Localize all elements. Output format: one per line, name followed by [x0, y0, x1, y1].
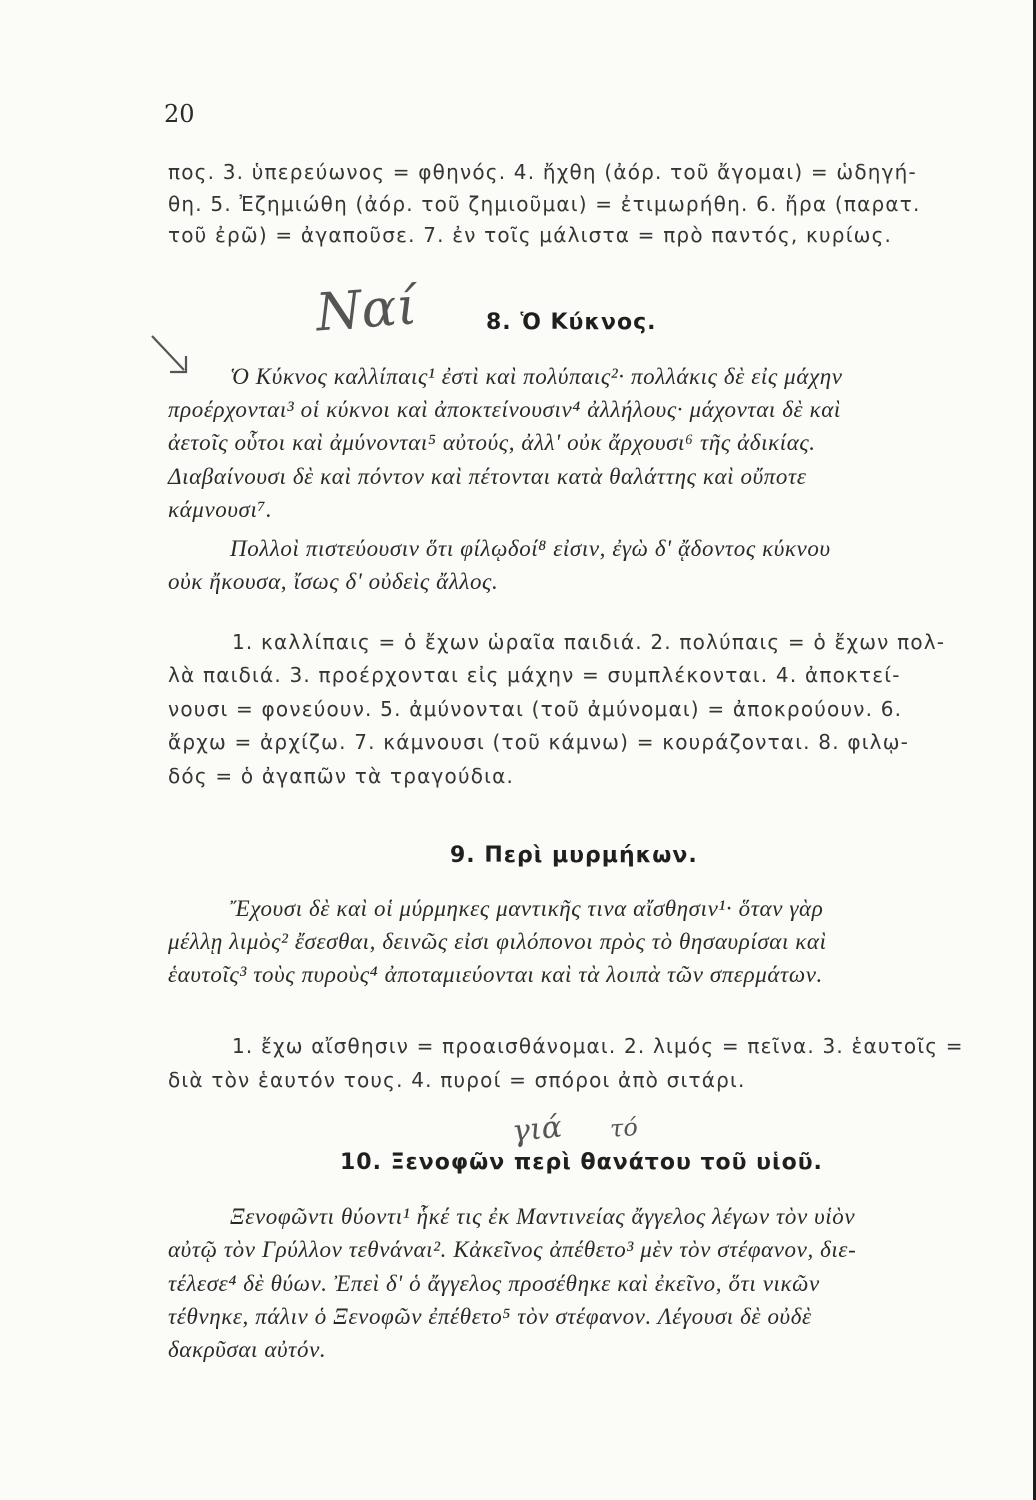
text-line: αὐτῷ τὸν Γρύλλον τεθνάναι². Κἀκεῖνος ἀπέθετο³ μὲν τὸν στέφανον, διε- — [168, 1237, 857, 1262]
page-number: 20 — [164, 100, 195, 128]
text-line: ἑαυτοῖς³ τοὺς πυροὺς⁴ ἀποταμιεύονται καὶ τὰ λοιπὰ τῶν σπερμάτων. — [168, 962, 823, 987]
text-line: τέθνηκε, πάλιν ὁ Ξενοφῶν ἐπέθετο⁵ τὸν στέφανον. Λέγουσι δὲ οὐδὲ — [168, 1304, 812, 1329]
note-line: δός = ὁ ἀγαπῶν τὰ τραγούδια. — [168, 764, 515, 788]
text-line: τέλεσε⁴ δὲ θύων. Ἐπεὶ δ' ὁ ἄγγελος προσέθηκε καὶ ἐκεῖνο, ὅτι νικῶν — [168, 1271, 820, 1296]
handwritten-annotation-gia: γιά — [510, 1109, 564, 1150]
text-line: Ξενοφῶντι θύοντι¹ ἧκέ τις ἐκ Μαντινείας ἄγγελος λέγων τὸν υἱὸν — [230, 1204, 856, 1229]
note-line: λὰ παιδιά. 3. προέρχονται εἰς μάχην = συμπλέκονται. 4. ἀποκτεί- — [168, 663, 901, 687]
note-line: ἄρχω = ἀρχίζω. 7. κάμνουσι (τοῦ κάμνω) = κουράζονται. 8. φιλῳ- — [168, 730, 910, 754]
note-line: τοῦ ἐρῶ) = ἀγαποῦσε. 7. ἐν τοῖς μάλιστα = πρὸ παντός, κυρίως. — [168, 223, 893, 247]
text-line: Ἔχουσι δὲ καὶ οἱ μύρμηκες μαντικῆς τινα αἴσθησιν¹· ὅταν γὰρ — [230, 896, 824, 921]
section-title-9: 9. Περὶ μυρμήκων. — [450, 843, 698, 868]
note-line: πος. 3. ὑπερεύωνος = φθηνός. 4. ἤχθη (ἀόρ. τοῦ ἄγομαι) = ὡδηγή- — [168, 160, 917, 184]
text-line: κάμνουσι⁷. — [168, 497, 273, 522]
note-line: διὰ τὸν ἑαυτόν τους. 4. πυροί = σπόροι ἀπὸ σιτάρι. — [168, 1068, 746, 1092]
handwritten-annotation-nai: Ναί — [314, 276, 419, 344]
note-line: 1. καλλίπαις = ὁ ἔχων ὡραῖα παιδιά. 2. πολύπαις = ὁ ἔχων πολ- — [232, 630, 946, 654]
handwritten-annotation-to: τό — [609, 1113, 639, 1143]
note-line: νουσι = φονεύουν. 5. ἀμύνονται (τοῦ ἀμύνομαι) = ἀποκρούουν. 6. — [168, 697, 903, 721]
section-title-8: 8. Ὁ Κύκνος. — [486, 310, 657, 335]
text-line: Ὁ Κύκνος καλλίπαις¹ ἐστὶ καὶ πολύπαις²· πολλάκις δὲ εἰς μάχην — [230, 364, 843, 389]
handwritten-arrow-icon — [148, 332, 194, 382]
text-line: Διαβαίνουσι δὲ καὶ πόντον καὶ πέτονται κατὰ θαλάττης καὶ οὔποτε — [168, 464, 807, 489]
text-line: οὐκ ἤκουσα, ἴσως δ' οὐδεὶς ἄλλος. — [168, 569, 499, 594]
text-line: ἀετοῖς οὗτοι καὶ ἀμύνονται⁵ αὐτούς, ἀλλ' οὐκ ἄρχουσι⁶ τῆς ἀδικίας. — [168, 430, 816, 455]
section-title-10: 10. Ξενοφῶν περὶ θανάτου τοῦ υἱοῦ. — [340, 1150, 823, 1175]
note-line: 1. ἔχω αἴσθησιν = προαισθάνομαι. 2. λιμός = πεῖνα. 3. ἑαυτοῖς = — [232, 1034, 964, 1058]
text-line: προέρχονται³ οἱ κύκνοι καὶ ἀποκτείνουσιν⁴ ἀλλήλους· μάχονται δὲ καὶ — [168, 397, 841, 422]
text-line: δακρῦσαι αὐτόν. — [168, 1337, 327, 1362]
note-line: θη. 5. Ἐζημιώθη (ἀόρ. τοῦ ζημιοῦμαι) = ἐτιμωρήθη. 6. ἤρα (παρατ. — [168, 192, 921, 216]
text-line: μέλλῃ λιμὸς² ἔσεσθαι, δεινῶς εἰσι φιλόπονοι πρὸς τὸ θησαυρίσαι καὶ — [168, 929, 827, 954]
text-line: Πολλοὶ πιστεύουσιν ὅτι φίλῳδοί⁸ εἰσιν, ἐγὼ δ' ᾄδοντος κύκνου — [230, 536, 831, 561]
